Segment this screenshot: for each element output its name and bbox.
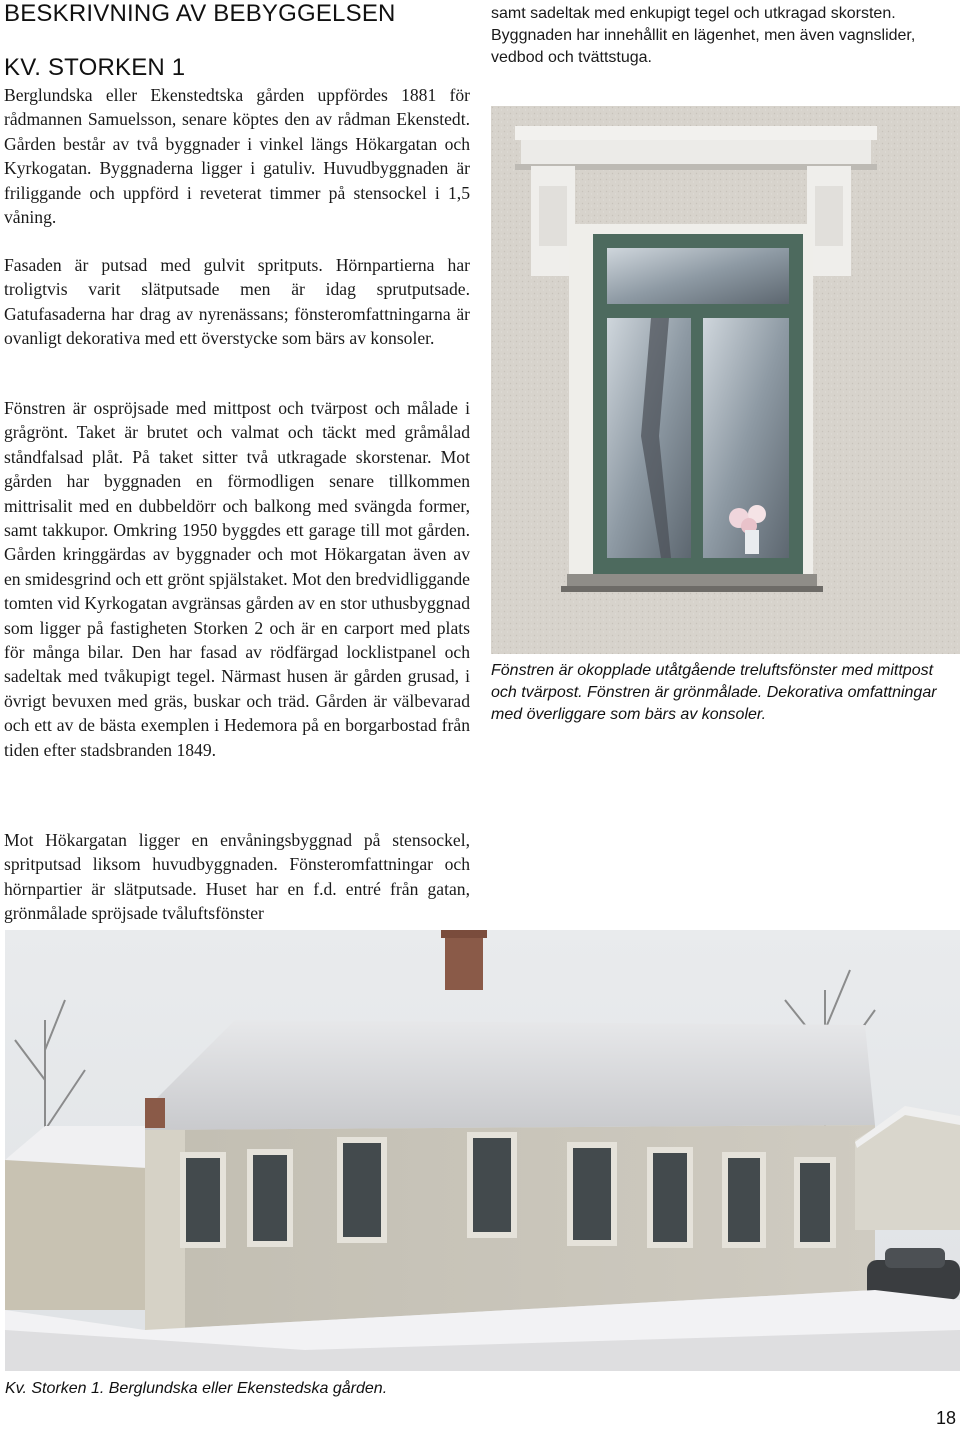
page-heading: BESKRIVNING AV BEBYGGELSEN xyxy=(4,0,396,27)
paragraph-continued: samt sadeltak med enkupigt tegel och utkragad skorsten. Byggnaden har innehållit en lägenhet, men även vagnslider, vedbod och tvättstuga. xyxy=(491,5,916,66)
paragraph-intro: Berglundska eller Ekenstedtska gården uppfördes 1881 för rådmannen Samuelsson, senare köptes den av rådman Ekenstedt. Gården består av två byggnader i vinkel längs Hökargatan och Kyrkogatan. Byggnaderna ligger i gatuliv. Huvudbyggnaden är friliggande och uppförd i reveterat timmer på stensockel i 1,5 våning. xyxy=(4,85,470,228)
window-photo xyxy=(491,106,960,654)
building-photo-caption: Kv. Storken 1. Berglundska eller Ekenstedska gården. xyxy=(5,1380,388,1397)
page-number: 18 xyxy=(936,1408,957,1428)
paragraph-windows: Fönstren är ospröjsade med mittpost och tvärpost och målade i grågrönt. Taket är brutet och valmat och täckt med gråmålad ståndfalsad plåt. På taket sitter två utkragade skorstenar. Mot gården har byggnaden en förmodligen senare tillkommen mittrisalit med en dubbeldörr och balkong med svängda former, samt takkupor. Omkring 1950 byggdes ett garage till mot gården. Gården kringgärdas av byggnader och mot Hökargatan även av en smidesgrind och ett grönt spjälstaket. Mot den bredvidliggande tomten vid Kyrkogatan avgränsas gården av en stor uthusbyggnad som ligger på fastigheten Storken 2 och är en carport med plats för många bilar. Den har fasad av rödfärgad locklistpanel och sadeltak med tvåkupigt tegel. Närmast husen är gården grusad, i övrigt bevuxen med gräs, buskar och träd. Gården är välbevarad och ett av de bästa exemplen i Hedemora på en borgarbostad från tiden efter stadsbranden 1849. xyxy=(4,398,470,760)
paragraph-facade: Fasaden är putsad med gulvit spritputs. Hörnpartierna har troligtvis varit slätputsade men är idag sprutputsade. Gatufasaderna har drag av nyrenässans; fönsteromfattningarna är ovanligt dekorativa med ett överstycke som bärs av konsoler. xyxy=(4,255,470,349)
paragraph-hokargatan: Mot Hökargatan ligger en envåningsbyggnad på stensockel, spritputsad liksom huvudbyggnaden. Fönsteromfattningar och hörnpartier är slätputsade. Huset har en f.d. entré från gatan, grönmålade spröjsade tvåluftsfönster xyxy=(4,830,470,924)
building-photo xyxy=(5,930,960,1371)
section-heading: KV. STORKEN 1 xyxy=(4,54,186,81)
window-photo-caption: Fönstren är okopplade utåtgående treluftsfönster med mittpost och tvärpost. Fönstren är grönmålade. Dekorativa omfattningar med överliggare som bärs av konsoler. xyxy=(491,662,937,723)
